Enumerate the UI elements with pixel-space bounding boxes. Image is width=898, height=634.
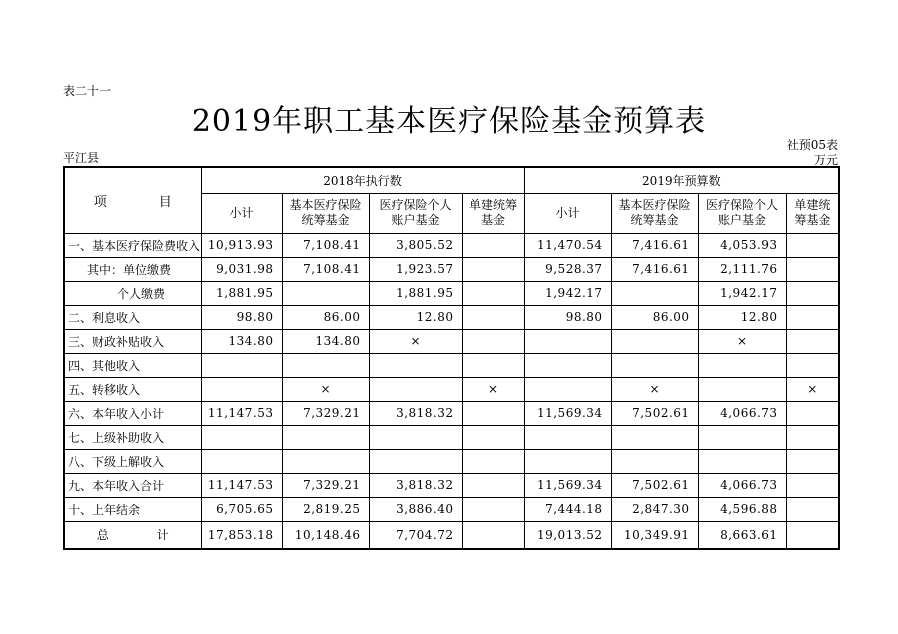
value-cell: 10,349.91 xyxy=(611,521,698,549)
not-applicable-cell: × xyxy=(462,377,524,401)
value-cell xyxy=(462,281,524,305)
value-cell xyxy=(524,449,611,473)
value-cell xyxy=(786,329,839,353)
not-applicable-cell: × xyxy=(369,329,462,353)
value-cell: 134.80 xyxy=(282,329,369,353)
value-cell xyxy=(611,329,698,353)
value-cell xyxy=(786,257,839,281)
value-cell: 10,148.46 xyxy=(282,521,369,549)
value-cell: 4,066.73 xyxy=(698,473,786,497)
value-cell: 4,596.88 xyxy=(698,497,786,521)
value-cell: 7,329.21 xyxy=(282,473,369,497)
value-cell xyxy=(698,449,786,473)
row-label: 五、转移收入 xyxy=(64,377,201,401)
value-cell xyxy=(462,305,524,329)
value-cell: 1,942.17 xyxy=(698,281,786,305)
subheader-2018-subtotal: 小计 xyxy=(201,193,282,233)
value-cell: 7,416.61 xyxy=(611,233,698,257)
value-cell xyxy=(369,449,462,473)
table-row xyxy=(64,497,839,521)
value-cell: 9,528.37 xyxy=(524,257,611,281)
value-cell xyxy=(462,473,524,497)
unit-label: 万元 xyxy=(813,153,838,167)
value-cell: 11,569.34 xyxy=(524,401,611,425)
value-cell xyxy=(369,377,462,401)
value-cell xyxy=(524,377,611,401)
value-cell: 2,819.25 xyxy=(282,497,369,521)
value-cell: 6,705.65 xyxy=(201,497,282,521)
value-cell xyxy=(611,425,698,449)
row-label: 六、本年收入小计 xyxy=(64,401,201,425)
value-cell xyxy=(462,257,524,281)
table-row xyxy=(64,401,839,425)
value-cell xyxy=(369,425,462,449)
table-row xyxy=(64,521,839,549)
value-cell: 98.80 xyxy=(201,305,282,329)
value-cell xyxy=(524,329,611,353)
value-cell: 134.80 xyxy=(201,329,282,353)
value-cell: 2,847.30 xyxy=(611,497,698,521)
subheader-2018-pooled-fund: 基本医疗保险统筹基金 xyxy=(282,193,369,233)
value-cell: 1,942.17 xyxy=(524,281,611,305)
value-cell xyxy=(611,281,698,305)
value-cell: 10,913.93 xyxy=(201,233,282,257)
value-cell xyxy=(201,377,282,401)
row-label: 一、基本医疗保险费收入 xyxy=(64,233,201,257)
value-cell xyxy=(524,425,611,449)
table-row xyxy=(64,473,839,497)
subheader-2018-single-pooled-fund: 单建统筹基金 xyxy=(462,193,524,233)
value-cell: 17,853.18 xyxy=(201,521,282,549)
value-cell xyxy=(786,473,839,497)
row-label: 总 计 xyxy=(64,521,201,549)
table-row xyxy=(64,281,839,305)
value-cell: 3,818.32 xyxy=(369,473,462,497)
value-cell: 7,108.41 xyxy=(282,233,369,257)
value-cell xyxy=(462,401,524,425)
value-cell xyxy=(282,449,369,473)
value-cell: 7,704.72 xyxy=(369,521,462,549)
value-cell xyxy=(462,497,524,521)
value-cell xyxy=(524,353,611,377)
group-header-row xyxy=(64,167,839,193)
subheader-2019-personal-account-fund: 医疗保险个人账户基金 xyxy=(698,193,786,233)
value-cell: 1,881.95 xyxy=(201,281,282,305)
row-label: 八、下级上解收入 xyxy=(64,449,201,473)
row-label: 二、利息收入 xyxy=(64,305,201,329)
value-cell: 3,805.52 xyxy=(369,233,462,257)
value-cell xyxy=(282,353,369,377)
value-cell xyxy=(786,281,839,305)
value-cell: 9,031.98 xyxy=(201,257,282,281)
value-cell xyxy=(201,353,282,377)
value-cell xyxy=(462,329,524,353)
group-header-2018: 2018年执行数 xyxy=(201,167,524,193)
value-cell: 12.80 xyxy=(698,305,786,329)
value-cell xyxy=(201,449,282,473)
value-cell xyxy=(786,233,839,257)
value-cell xyxy=(786,353,839,377)
value-cell xyxy=(786,305,839,329)
value-cell: 2,111.76 xyxy=(698,257,786,281)
value-cell: 1,881.95 xyxy=(369,281,462,305)
form-code: 社预05表 xyxy=(786,138,838,152)
table-row xyxy=(64,425,839,449)
value-cell xyxy=(462,425,524,449)
table-row xyxy=(64,353,839,377)
value-cell: 7,416.61 xyxy=(611,257,698,281)
value-cell xyxy=(698,377,786,401)
row-label: 九、本年收入合计 xyxy=(64,473,201,497)
table-row xyxy=(64,377,839,401)
value-cell: 11,147.53 xyxy=(201,473,282,497)
not-applicable-cell: × xyxy=(698,329,786,353)
table-row xyxy=(64,305,839,329)
row-label: 七、上级补助收入 xyxy=(64,425,201,449)
value-cell xyxy=(786,425,839,449)
value-cell: 12.80 xyxy=(369,305,462,329)
subheader-2019-single-pooled-fund: 单建统筹基金 xyxy=(786,193,839,233)
value-cell: 1,923.57 xyxy=(369,257,462,281)
value-cell: 4,066.73 xyxy=(698,401,786,425)
value-cell xyxy=(786,521,839,549)
value-cell xyxy=(786,401,839,425)
not-applicable-cell: × xyxy=(611,377,698,401)
value-cell xyxy=(462,449,524,473)
item-column-header: 项 目 xyxy=(64,167,201,233)
value-cell: 7,108.41 xyxy=(282,257,369,281)
group-header-2019: 2019年预算数 xyxy=(524,167,839,193)
value-cell xyxy=(462,353,524,377)
value-cell: 86.00 xyxy=(282,305,369,329)
row-label: 三、财政补贴收入 xyxy=(64,329,201,353)
value-cell: 98.80 xyxy=(524,305,611,329)
value-cell xyxy=(282,425,369,449)
region-label: 平江县 xyxy=(63,151,100,165)
value-cell: 19,013.52 xyxy=(524,521,611,549)
value-cell: 3,886.40 xyxy=(369,497,462,521)
not-applicable-cell: × xyxy=(282,377,369,401)
value-cell xyxy=(611,449,698,473)
value-cell xyxy=(369,353,462,377)
value-cell xyxy=(786,497,839,521)
not-applicable-cell: × xyxy=(786,377,839,401)
table-number: 表二十一 xyxy=(63,84,112,98)
value-cell xyxy=(611,353,698,377)
value-cell xyxy=(786,449,839,473)
value-cell xyxy=(201,425,282,449)
budget-table xyxy=(63,166,840,550)
value-cell xyxy=(282,281,369,305)
row-label: 四、其他收入 xyxy=(64,353,201,377)
value-cell xyxy=(698,353,786,377)
row-label: 其中：单位缴费 xyxy=(64,257,201,281)
table-row xyxy=(64,257,839,281)
value-cell: 7,502.61 xyxy=(611,401,698,425)
page-title: 2019年职工基本医疗保险基金预算表 xyxy=(191,104,707,139)
table-row xyxy=(64,233,839,257)
value-cell: 7,329.21 xyxy=(282,401,369,425)
subheader-2019-pooled-fund: 基本医疗保险统筹基金 xyxy=(611,193,698,233)
table-row xyxy=(64,329,839,353)
value-cell: 11,470.54 xyxy=(524,233,611,257)
value-cell: 11,569.34 xyxy=(524,473,611,497)
value-cell xyxy=(462,233,524,257)
value-cell: 4,053.93 xyxy=(698,233,786,257)
table-body xyxy=(64,233,839,549)
value-cell: 7,502.61 xyxy=(611,473,698,497)
subheader-2018-personal-account-fund: 医疗保险个人账户基金 xyxy=(369,193,462,233)
value-cell: 7,444.18 xyxy=(524,497,611,521)
subheader-2019-subtotal: 小计 xyxy=(524,193,611,233)
row-label: 个人缴费 xyxy=(64,281,201,305)
value-cell: 8,663.61 xyxy=(698,521,786,549)
value-cell xyxy=(462,521,524,549)
row-label: 十、上年结余 xyxy=(64,497,201,521)
value-cell: 11,147.53 xyxy=(201,401,282,425)
value-cell xyxy=(698,425,786,449)
value-cell: 3,818.32 xyxy=(369,401,462,425)
value-cell: 86.00 xyxy=(611,305,698,329)
table-row xyxy=(64,449,839,473)
